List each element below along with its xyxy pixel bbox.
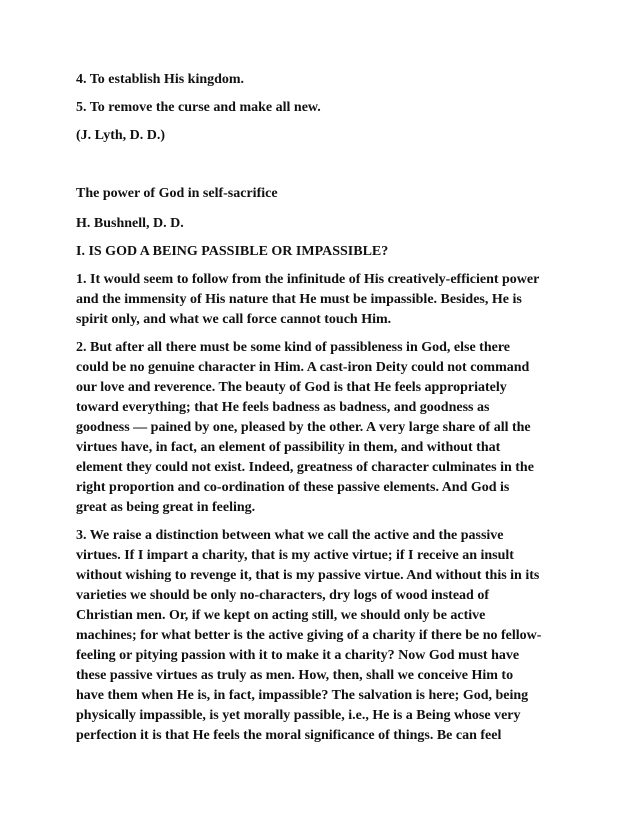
text-line: element they could not exist. Indeed, greatness of character culminates in the bbox=[76, 460, 534, 475]
list-item: 4. To establish His kingdom. bbox=[76, 72, 245, 87]
section-author: H. Bushnell, D. D. bbox=[76, 216, 184, 231]
text-line: 3. We raise a distinction between what we call the active and the passive bbox=[76, 528, 504, 543]
text-line: varieties we should be only no-characters, dry logs of wood instead of bbox=[76, 588, 489, 603]
text-line: feeling or pitying passion with it to make it a charity? Now God must have bbox=[76, 648, 520, 663]
text-line: perfection it is that He feels the moral significance of things. Be can feel bbox=[76, 728, 502, 743]
paragraph-2 bbox=[76, 338, 578, 518]
list-item: 5. To remove the curse and make all new. bbox=[76, 100, 321, 115]
text-line: right proportion and co-ordination of these passive elements. And God is bbox=[76, 480, 510, 495]
text-line: machines; for what better is the active giving of a charity if there be no fellow- bbox=[76, 628, 542, 643]
text-line: toward everything; that He feels badness as badness, and goodness as bbox=[76, 400, 490, 415]
text-line: without wishing to revenge it, that is my passive virtue. And without this in its bbox=[76, 568, 540, 583]
text-line: and the immensity of His nature that He must be impassible. Besides, He is bbox=[76, 292, 522, 307]
text-line: great as being great in feeling. bbox=[76, 500, 256, 515]
text-line: spirit only, and what we call force cannot touch Him. bbox=[76, 312, 392, 327]
paragraph-1 bbox=[76, 270, 578, 330]
text-line: have them when He is, in fact, impassible? The salvation is here; God, being bbox=[76, 688, 529, 703]
text-line: these passive virtues as truly as men. How, then, shall we conceive Him to bbox=[76, 668, 514, 683]
text-line: virtues. If I impart a charity, that is my active virtue; if I receive an insult bbox=[76, 548, 514, 563]
text-line: physically impassible, is yet morally passible, i.e., He is a Being whose very bbox=[76, 708, 521, 723]
text-line: our love and reverence. The beauty of God is that He feels appropriately bbox=[76, 380, 507, 395]
text-line: virtues have, in fact, an element of passibility in them, and without that bbox=[76, 440, 501, 455]
attribution: (J. Lyth, D. D.) bbox=[76, 128, 166, 143]
section-heading: I. IS GOD A BEING PASSIBLE OR IMPASSIBLE? bbox=[76, 244, 389, 259]
text-line: could be no genuine character in Him. A cast-iron Deity could not command bbox=[76, 360, 530, 375]
text-line: goodness — pained by one, pleased by the other. A very large share of all the bbox=[76, 420, 531, 435]
section-title: The power of God in self-sacrifice bbox=[76, 186, 278, 201]
text-line: 2. But after all there must be some kind of passibleness in God, else there bbox=[76, 340, 511, 355]
paragraph-3 bbox=[76, 526, 578, 746]
text-line: 1. It would seem to follow from the infinitude of His creatively-efficient power bbox=[76, 272, 540, 287]
text-line: Christian men. Or, if we kept on acting still, we should only be active bbox=[76, 608, 486, 623]
